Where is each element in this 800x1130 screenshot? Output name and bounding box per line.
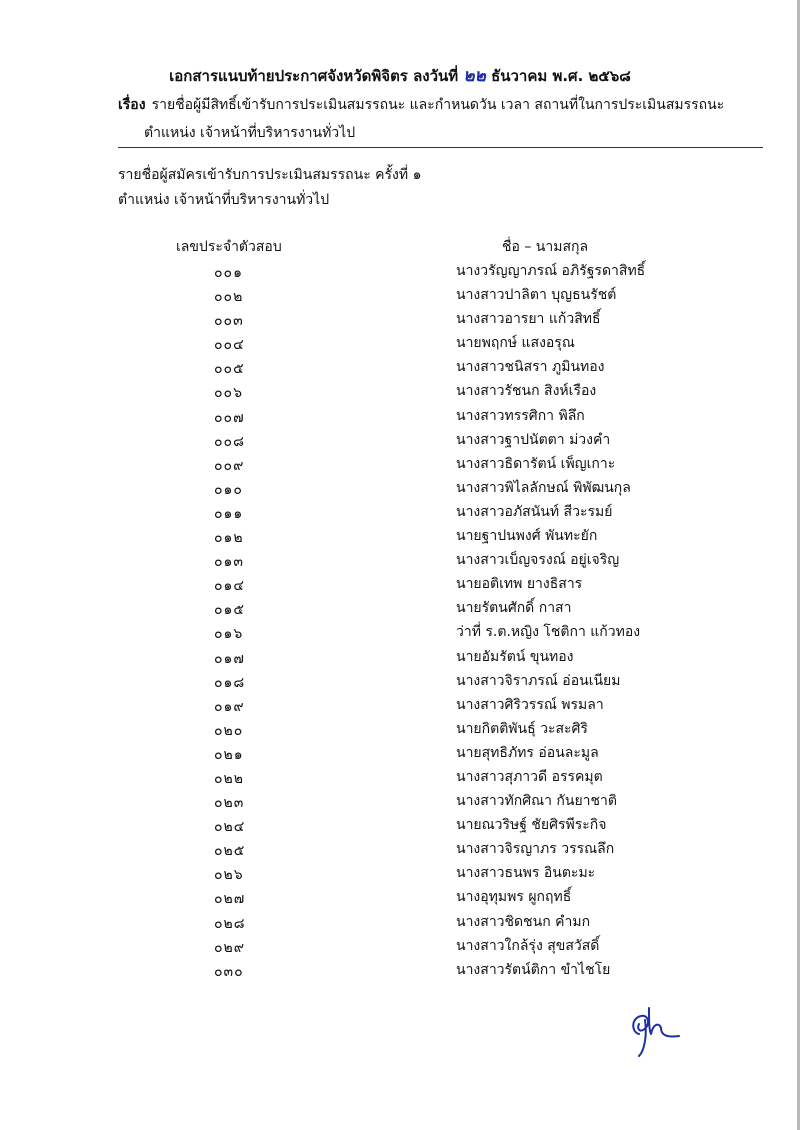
exam-number: ๐๒๘ [214, 915, 246, 932]
candidate-name: นางวรัญญาภรณ์ อภิรัฐรดาสิทธิ์ [456, 263, 646, 279]
exam-number: ๐๑๖ [214, 626, 244, 643]
table-row [0, 404, 800, 428]
exam-number: ๐๒๕ [214, 843, 246, 860]
title-day-handwritten: ๒๒ [463, 66, 486, 86]
exam-number: ๐๒๖ [214, 867, 244, 884]
candidate-name: นายอัมรัตน์ ขุนทอง [456, 648, 574, 665]
subject-continuation: ตำแหน่ง เจ้าหน้าที่บริหารงานทั่วไป [144, 125, 356, 141]
candidate-name: นางสาวรัชนก สิงห์เรือง [456, 383, 597, 400]
table-row [0, 910, 800, 934]
candidate-name: นางสาวอภัสนันท์ สีวะรมย์ [456, 503, 613, 520]
candidate-name: นางสาวชนิสรา ภูมินทอง [456, 359, 605, 376]
candidate-list [0, 259, 800, 982]
exam-number: ๐๑๓ [214, 554, 245, 571]
exam-number: ๐๑๑ [214, 505, 244, 522]
exam-number: ๐๒๙ [214, 939, 246, 956]
divider [118, 147, 763, 148]
table-row [0, 741, 800, 765]
exam-number: ๐๑๘ [214, 674, 246, 691]
table-row [0, 693, 800, 717]
candidate-name: นายพฤกษ์ แสงอรุณ [456, 335, 575, 352]
candidate-name: นางสาวชิดชนก คำมก [456, 913, 591, 930]
exam-number: ๐๐๗ [214, 409, 245, 426]
candidate-name: นางสาวทรรศิกา พิลึก [456, 407, 585, 424]
exam-number: ๐๑๙ [214, 698, 245, 715]
exam-number: ๐๐๘ [214, 433, 245, 450]
table-row [0, 355, 800, 379]
intro-line-1: รายชื่อผู้สมัครเข้ารับการประเมินสมรรถนะ ครั้งที่ ๑ [118, 167, 422, 183]
table-row [0, 717, 800, 741]
intro-block [118, 163, 421, 213]
candidate-name: นางสาวใกล้รุ่ง สุขสวัสดิ์ [456, 937, 600, 954]
subject-label: เรื่อง [118, 97, 146, 113]
table-row [0, 789, 800, 813]
exam-number: ๐๒๓ [214, 795, 245, 812]
candidate-name: ว่าที่ ร.ต.หญิง โชติกา แก้วทอง [456, 624, 641, 641]
exam-number: ๐๐๖ [214, 385, 243, 402]
table-row [0, 885, 800, 909]
candidate-name: นายอติเทพ ยางธิสาร [456, 576, 583, 593]
table-row [0, 307, 800, 331]
table-row [0, 283, 800, 307]
table-row [0, 813, 800, 837]
candidate-name: นางสาวจิรญาภร วรรณลึก [456, 841, 615, 858]
candidate-name: นางสาวทักศิณา กันยาชาติ [456, 793, 617, 810]
title-prefix: เอกสารแนบท้ายประกาศจังหวัดพิจิตร ลงวันที่ [169, 67, 459, 85]
candidate-name: นางสาวศิริวรรณ์ พรมลา [456, 696, 604, 713]
subject-text: รายชื่อผู้มีสิทธิ์เข้ารับการประเมินสมรรถนะ และกำหนดวัน เวลา สถานที่ในการประเมินสมรรถนะ [151, 97, 725, 113]
table-row [0, 331, 800, 355]
candidate-name: นางสาวจิราภรณ์ อ่อนเนียม [456, 672, 621, 689]
exam-number: ๐๐๕ [214, 361, 245, 378]
column-header-exam-number: เลขประจำตัวสอบ [176, 239, 282, 255]
column-header-name: ชื่อ – นามสกุล [502, 239, 589, 255]
table-row [0, 596, 800, 620]
exam-number: ๐๑๕ [214, 602, 246, 619]
exam-number: ๐๑๐ [214, 481, 243, 498]
table-row [0, 259, 800, 283]
candidate-name: นางสาวพิไลลักษณ์ พิพัฒนกุล [456, 479, 631, 496]
signature-icon [625, 1000, 685, 1060]
table-row [0, 645, 800, 669]
exam-number: ๐๒๐ [214, 722, 244, 739]
exam-number: ๐๐๑ [214, 265, 243, 281]
candidate-name: นายกิตติพันธุ์ วะสะศิริ [456, 720, 588, 737]
candidate-name: นายฐาปนพงศ์ พันทะยัก [456, 528, 598, 545]
table-row [0, 452, 800, 476]
table-row [0, 669, 800, 693]
table-row [0, 958, 800, 982]
table-row [0, 765, 800, 789]
table-row [0, 548, 800, 572]
title-suffix: ธันวาคม พ.ศ. ๒๕๖๘ [491, 67, 631, 85]
candidate-name: นางสาวอารยา แก้วสิทธิ์ [456, 311, 601, 328]
candidate-name: นายรัตนศักดิ์ กาสา [456, 600, 572, 617]
candidate-name: นายสุทธิภัทร อ่อนละมูล [456, 744, 599, 761]
exam-number: ๐๑๒ [214, 530, 244, 547]
exam-number: ๐๑๗ [214, 650, 245, 667]
exam-number: ๐๒๗ [214, 891, 246, 908]
document-title [0, 62, 800, 89]
table-row [0, 379, 800, 403]
table-row [0, 476, 800, 500]
exam-number: ๐๒๔ [214, 819, 246, 836]
exam-number: ๐๓๐ [214, 963, 244, 980]
table-row [0, 934, 800, 958]
exam-number: ๐๐๓ [214, 313, 244, 330]
candidate-name: นายณวริษฐ์ ชัยศิรพีระกิจ [456, 817, 607, 834]
table-row [0, 620, 800, 644]
intro-line-2: ตำแหน่ง เจ้าหน้าที่บริหารงานทั่วไป [118, 192, 330, 208]
exam-number: ๐๒๒ [214, 770, 245, 787]
table-row [0, 524, 800, 548]
candidate-name: นางสาวปาลิตา บุญธนรัชต์ [456, 287, 617, 304]
candidate-name: นางสาวฐาปนัตตา ม่วงคำ [456, 431, 611, 448]
candidate-name: นางสาวรัตน์ติกา ขำไชโย [456, 961, 611, 978]
candidate-name: นางสาวธนพร อินตะมะ [456, 865, 596, 882]
table-row [0, 428, 800, 452]
candidate-name: นางอุทุมพร ผูกฤทธิ์ [456, 889, 572, 906]
exam-number: ๐๐๒ [214, 289, 244, 306]
subject-block [118, 91, 778, 147]
exam-number: ๐๐๙ [214, 457, 245, 474]
table-row [0, 861, 800, 885]
table-row [0, 572, 800, 596]
candidate-name: นางสาวสุภาวดี อรรคมุต [456, 768, 603, 785]
table-row [0, 500, 800, 524]
candidate-name: นางสาวธิดารัตน์ เพ็ญเกาะ [456, 455, 616, 472]
exam-number: ๐๑๔ [214, 578, 246, 595]
candidate-name: นางสาวเบ็ญจรงณ์ อยู่เจริญ [456, 552, 620, 569]
exam-number: ๐๒๑ [214, 746, 244, 763]
table-row [0, 837, 800, 861]
exam-number: ๐๐๔ [214, 337, 245, 354]
